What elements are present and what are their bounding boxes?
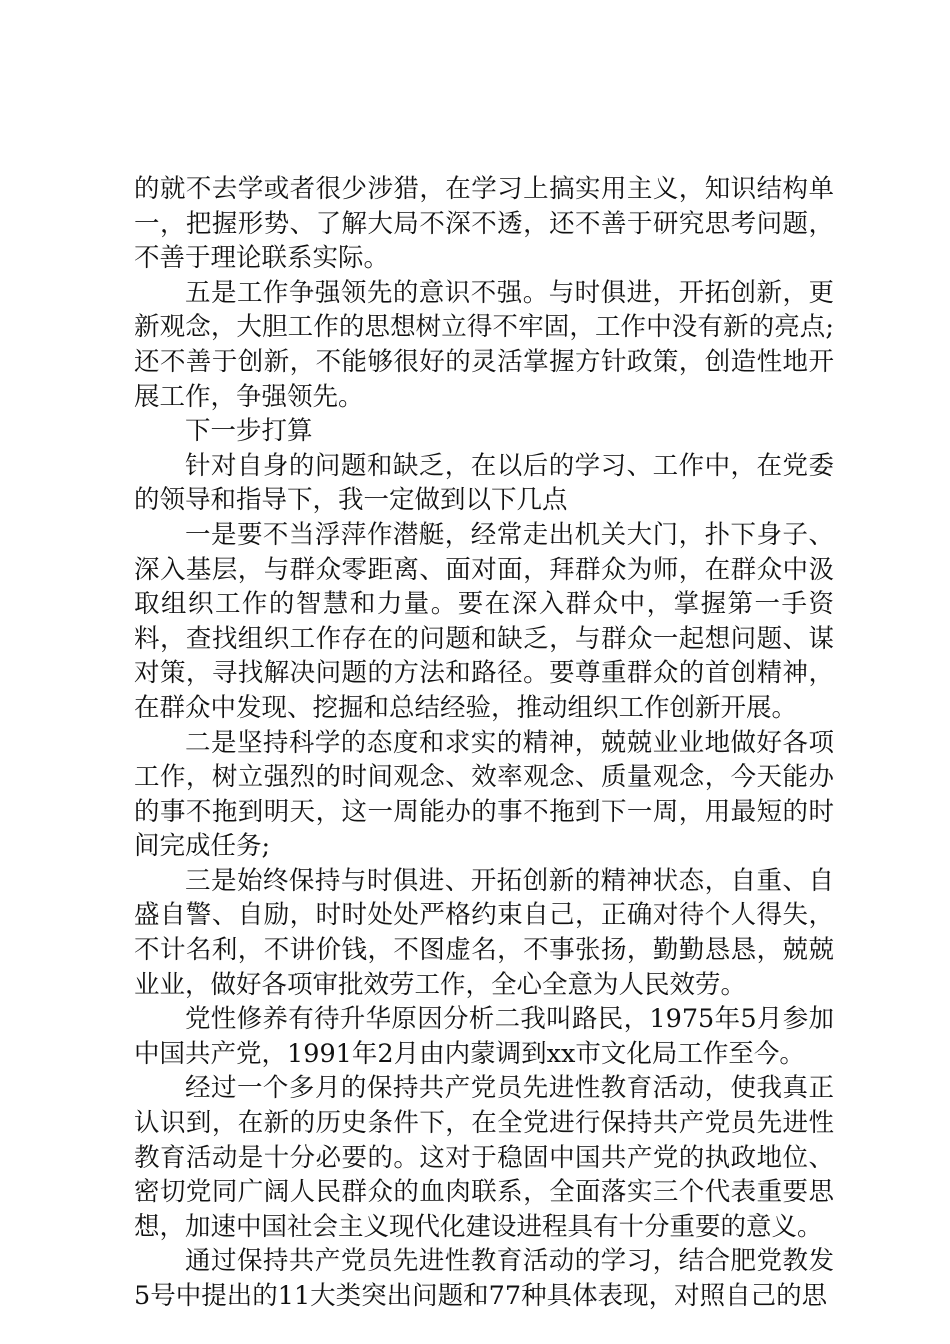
- paragraph-study-reflection: 通过保持共产党员先进性教育活动的学习，结合肥党教发5号中提出的11大类突出问题和77种具体表现，对照自己的思: [134, 1246, 834, 1311]
- paragraph-point-five: 五是工作争强领先的意识不强。与时俱进，开拓创新，更新观念，大胆工作的思想树立得不牢固，工作中没有新的亮点;还不善于创新，不能够很好的灵活掌握方针政策，创造性地开展工作，争强领先。: [134, 277, 834, 412]
- paragraph-analysis-intro: 党性修养有待升华原因分析二我叫路民，1975年5月参加中国共产党，1991年2月由内蒙调到xx市文化局工作至今。: [134, 1004, 834, 1069]
- paragraph-point-three: 三是始终保持与时俱进、开拓创新的精神状态，自重、自盛自警、自励，时时处处严格约束自己，正确对待个人得失，不计名利，不讲价钱，不图虚名，不事张扬，勤勤恳恳，兢兢业业，做好各项审批效劳工作，全心全意为人民效劳。: [134, 865, 834, 1000]
- paragraph-point-two: 二是坚持科学的态度和求实的精神，兢兢业业地做好各项工作，树立强烈的时间观念、效率观念、质量观念，今天能办的事不拖到明天，这一周能办的事不拖到下一周，用最短的时间完成任务;: [134, 727, 834, 862]
- paragraph-continued: 的就不去学或者很少涉猎，在学习上搞实用主义，知识结构单一，把握形势、了解大局不深不透，还不善于研究思考问题，不善于理论联系实际。: [134, 174, 834, 274]
- paragraph-education-activity: 经过一个多月的保持共产党员先进性教育活动，使我真正认识到，在新的历史条件下，在全党进行保持共产党员先进性教育活动是十分必要的。这对于稳固中国共产党的执政地位、密切党同广阔人民群众的血肉联系，全面落实三个代表重要思想，加速中国社会主义现代化建设进程具有十分重要的意义。: [134, 1073, 834, 1242]
- paragraph-point-one: 一是要不当浮萍作潜艇，经常走出机关大门，扑下身子、深入基层，与群众零距离、面对面，拜群众为师，在群众中汲取组织工作的智慧和力量。要在深入群众中，掌握第一手资料，查找组织工作存在的问题和缺乏，与群众一起想问题、谋对策，寻找解决问题的方法和路径。要尊重群众的首创精神，在群众中发现、挖掘和总结经验，推动组织工作创新开展。: [134, 519, 834, 723]
- paragraph-intro: 针对自身的问题和缺乏，在以后的学习、工作中，在党委的领导和指导下，我一定做到以下几点: [134, 450, 834, 516]
- document-page: [134, 172, 834, 1314]
- section-heading-next-steps: 下一步打算: [185, 416, 313, 447]
